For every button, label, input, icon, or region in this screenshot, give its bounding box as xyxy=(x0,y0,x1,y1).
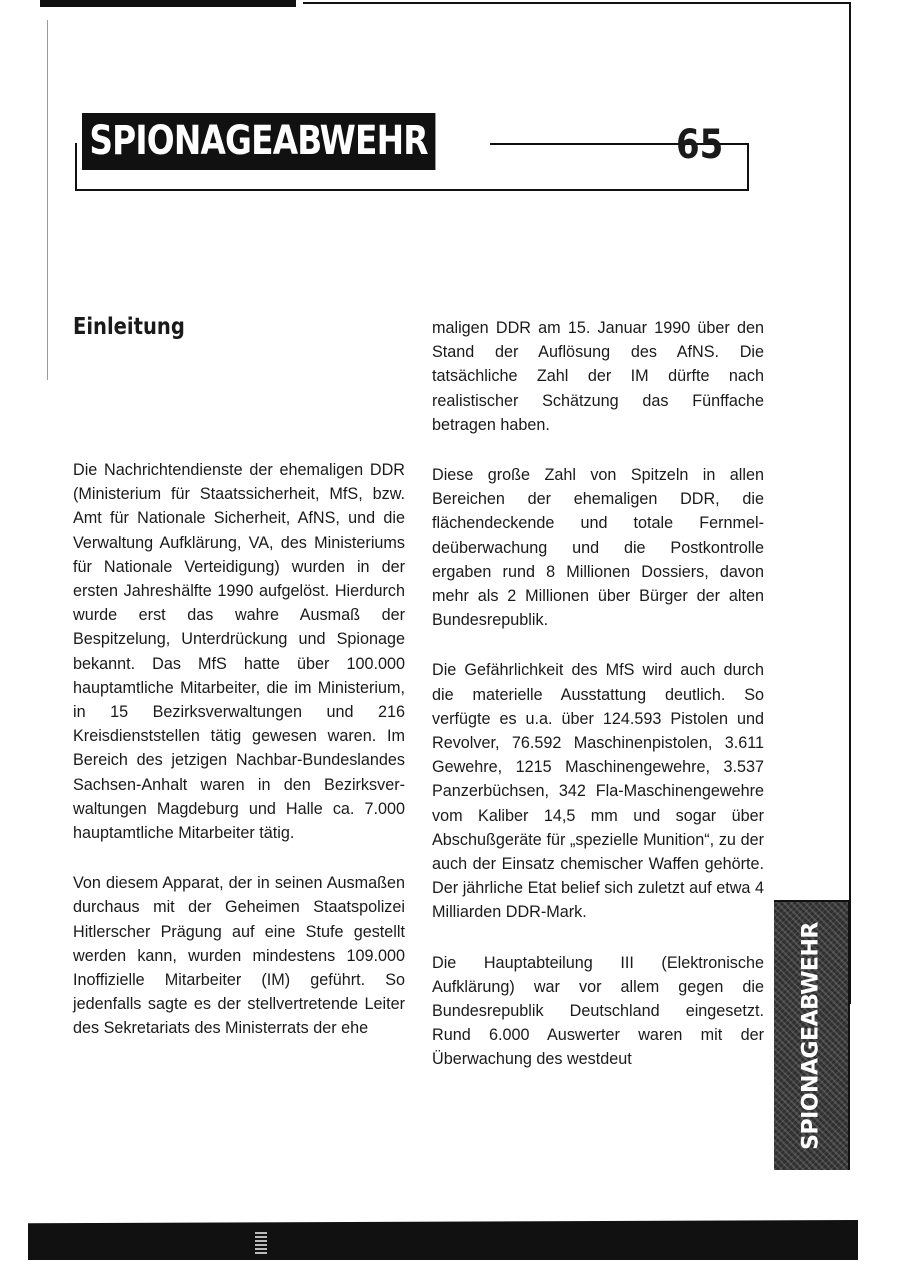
right-column xyxy=(432,316,764,1098)
page-edge-right xyxy=(849,4,851,1004)
article-heading: Einleitung xyxy=(73,314,185,340)
page-number: 65 xyxy=(676,122,724,168)
bottom-border-bar xyxy=(28,1220,858,1260)
top-border-bar xyxy=(40,0,296,7)
page-edge-left xyxy=(47,20,48,380)
paragraph: Die Hauptabteilung III (Elektronische Aufklärung) war vor allem gegen die Bundesrepublik Deutschland eingesetzt. Rund 6.000 Auswerter waren mit der Überwachung des westdeut xyxy=(432,953,764,1069)
paragraph: Die Nachrichtendienste der ehemaligen DDR (Ministerium für Staatssicherheit, MfS, bzw. Amt für Nationale Sicherheit, AfNS, und die Verwaltung Aufklärung, VA, des Ministeriums für Nationale Verteidigung) wurden in der ersten Jahreshälfte 1990 aufgelöst. Hierdurch wurde erst das wahre Ausmaß der Bespitzelung, Unterdrückung und Spionage bekannt. Das MfS hatte über 100.000 hauptamtliche Mitarbeiter, die im Ministerium, in 15 Bezirksverwaltungen und 216 Kreisdienststellen tätig gewesen waren. Im Bereich des jetzigen Nachbar-Bundeslandes Sachsen-Anhalt waren in den Bezirksverwaltungen Magdeburg und Halle ca. 7.000 hauptamtliche Mitarbeiter tätig. xyxy=(73,461,405,843)
left-column xyxy=(73,458,405,1067)
top-border-line xyxy=(303,2,851,4)
side-tab xyxy=(774,900,850,1170)
paragraph: Die Gefährlichkeit des MfS wird auch durch die materielle Ausstattung deutlich. So verfügte es u.a. über 124.593 Pistolen und Revolver, 76.592 Maschinenpistolen, 3.611 Gewehre, 1215 Maschinengewehre, 3.537 Panzerbüchsen, 342 Fla-Maschinengewehre vom Kaliber 14,5 mm und sogar über Abschußgeräte für „spezielle Munition“, zu der auch der Einsatz chemischer Waffen gehörte. Der jährliche Etat belief sich zuletzt auf etwa 4 Milliarden DDR-Mark. xyxy=(432,661,764,922)
paragraph: Von diesem Apparat, der in seinen Ausmaßen durchaus mit der Geheimen Staatspolizei Hitlerscher Prägung auf eine Stufe gestellt werden kann, wurden mindestens 109.000 Inoffizielle Mitarbeiter (IM) geführt. So jedenfalls sagte es der stellvertretende Leiter des Sekretariats des Ministerrats der ehe xyxy=(73,874,405,1038)
section-title: SPIONAGEABWEHR xyxy=(82,113,435,170)
side-tab-label: SPIONAGEABWEHR xyxy=(798,922,824,1150)
paragraph: maligen DDR am 15. Januar 1990 über den Stand der Auflösung des AfNS. Die tatsächliche Zahl der IM dürfte nach realistischer Schätzung das Fünffache betragen haben. xyxy=(432,319,764,434)
scan-artifact xyxy=(255,1232,267,1254)
paragraph: Diese große Zahl von Spitzeln in allen Bereichen der ehemaligen DDR, die flächendeckende und totale Fernmeldeüberwachung und die Postkontrolle ergaben rund 8 Millionen Dossiers, davon mehr als 2 Millionen über Bürger der alten Bundesrepublik. xyxy=(432,466,764,630)
